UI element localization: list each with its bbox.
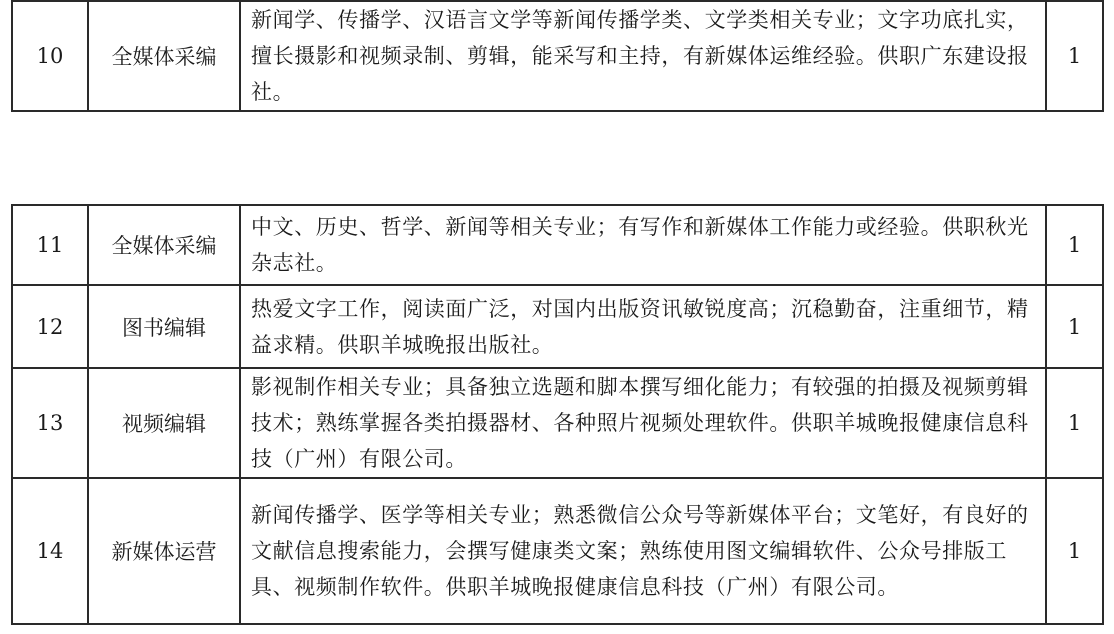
cell-quantity: 1 [1046,1,1103,111]
cell-number: 11 [12,205,88,285]
cell-quantity: 1 [1046,285,1103,368]
cell-quantity: 1 [1046,368,1103,478]
cell-position: 新媒体运营 [88,478,240,624]
cell-position: 全媒体采编 [88,1,240,111]
table-row [12,478,1103,624]
cell-quantity: 1 [1046,478,1103,624]
table-row [12,368,1103,478]
cell-position: 图书编辑 [88,285,240,368]
cell-quantity: 1 [1046,205,1103,285]
cell-number: 12 [12,285,88,368]
cell-requirements: 影视制作相关专业；具备独立选题和脚本撰写细化能力；有较强的拍摄及视频剪辑技术；熟练掌握各类拍摄器材、各种照片视频处理软件。供职羊城晚报健康信息科技（广州）有限公司。 [240,368,1046,478]
cell-requirements: 新闻学、传播学、汉语言文学等新闻传播学类、文学类相关专业；文字功底扎实，擅长摄影和视频录制、剪辑，能采写和主持，有新媒体运维经验。供职广东建设报社。 [240,1,1046,111]
cell-position: 视频编辑 [88,368,240,478]
cell-number: 13 [12,368,88,478]
table-row [12,285,1103,368]
cell-number: 10 [12,1,88,111]
job-table-bottom [11,204,1104,625]
cell-requirements: 中文、历史、哲学、新闻等相关专业；有写作和新媒体工作能力或经验。供职秋光杂志社。 [240,205,1046,285]
cell-number: 14 [12,478,88,624]
cell-position: 全媒体采编 [88,205,240,285]
job-table-top [11,0,1104,112]
cell-requirements: 新闻传播学、医学等相关专业；熟悉微信公众号等新媒体平台；文笔好，有良好的文献信息搜索能力，会撰写健康类文案；熟练使用图文编辑软件、公众号排版工具、视频制作软件。供职羊城晚报健康信息科技（广州）有限公司。 [240,478,1046,624]
table-row [12,1,1103,111]
cell-requirements: 热爱文字工作，阅读面广泛，对国内出版资讯敏锐度高；沉稳勤奋，注重细节，精益求精。供职羊城晚报出版社。 [240,285,1046,368]
table-row [12,205,1103,285]
